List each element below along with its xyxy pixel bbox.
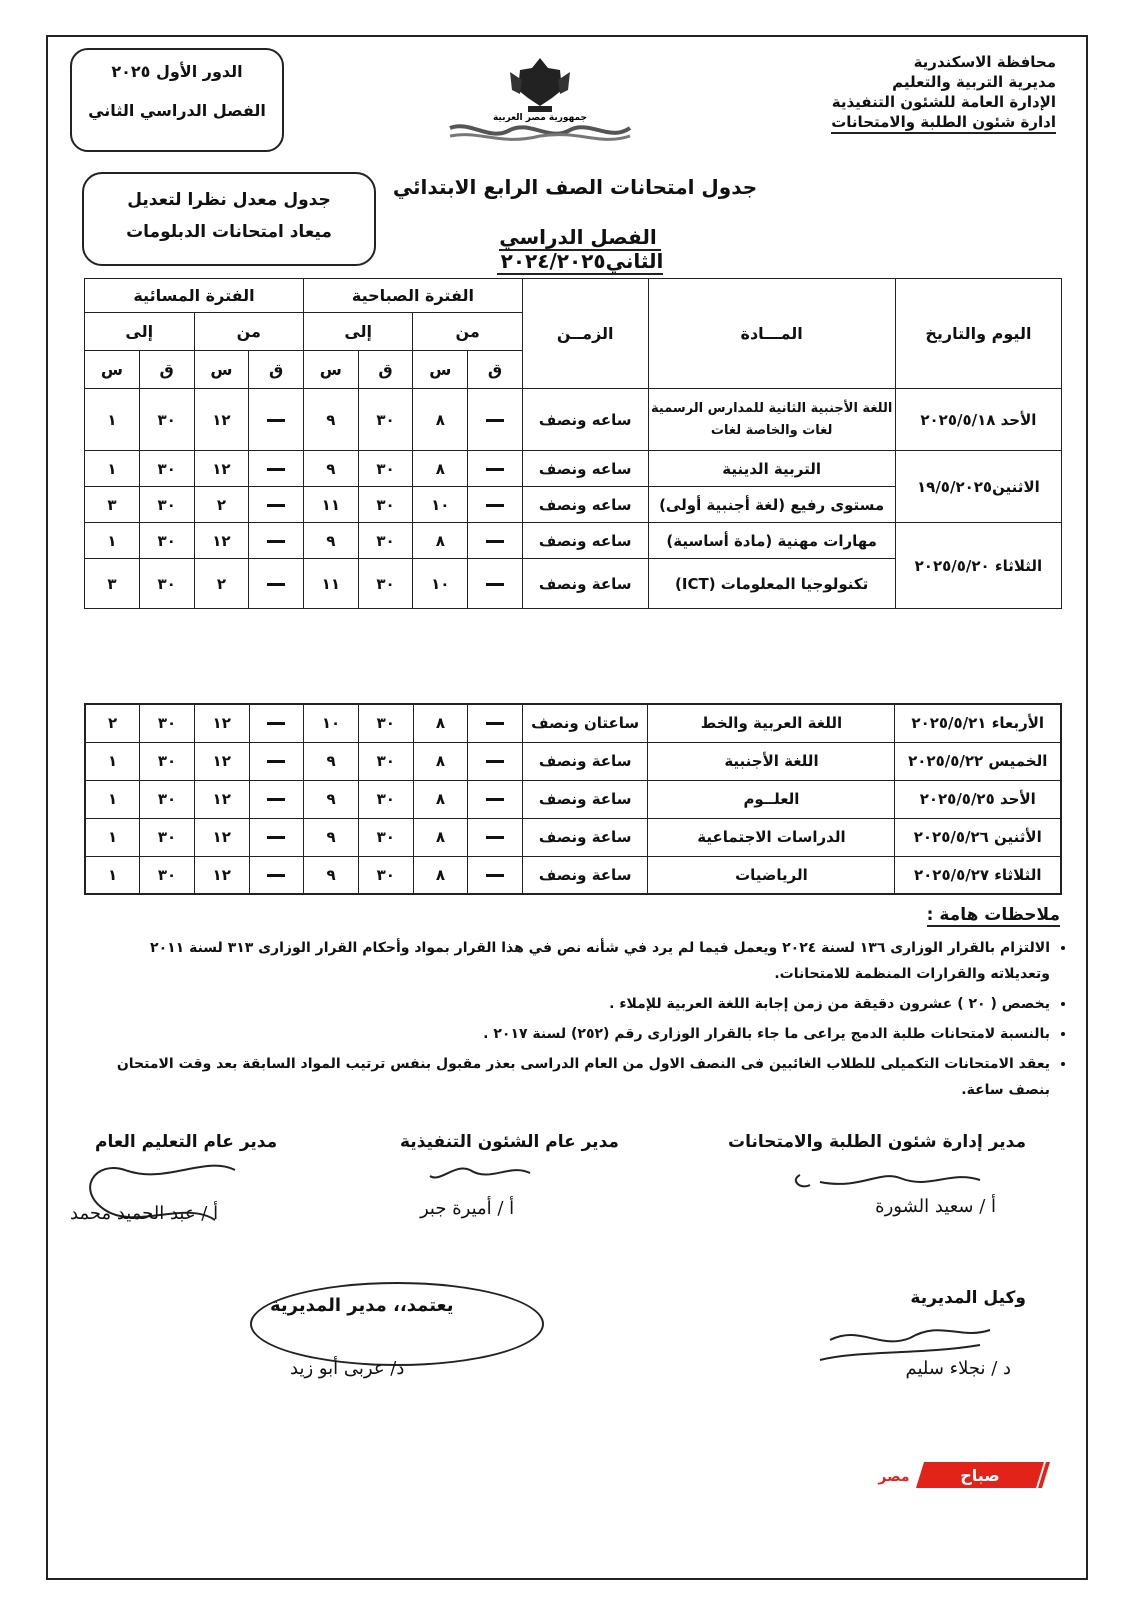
empty-minutes <box>468 389 523 451</box>
table-row <box>85 818 1061 856</box>
header-minutes: ق <box>139 351 194 389</box>
end-minute: ٣٠ <box>358 818 413 856</box>
exam-round-box <box>70 48 284 152</box>
exam-day: الثلاثاء ٢٠٢٥/٥/٢٠ <box>895 523 1061 609</box>
semester-year: الفصل الدراسي الثاني٢٠٢٤/٢٠٢٥ <box>497 225 664 275</box>
signatory-title-exec: مدير عام الشئون التنفيذية <box>400 1132 619 1152</box>
end-hour: ١ <box>85 780 140 818</box>
empty-minutes <box>249 780 304 818</box>
dash-mark <box>486 760 504 763</box>
header-minutes: ق <box>468 351 523 389</box>
exam-duration: ساعه ونصف <box>522 487 648 523</box>
exam-subject: مهارات مهنية (مادة أساسية) <box>648 523 895 559</box>
empty-minutes <box>468 818 523 856</box>
exam-duration: ساعة ونصف <box>522 818 648 856</box>
start-hour: ٨ <box>413 742 468 780</box>
dash-mark <box>486 504 504 507</box>
start-hour: ٨ <box>413 523 468 559</box>
header-duration: الزمــن <box>522 279 648 389</box>
exam-subject: مستوى رفيع (لغة أجنبية أولى) <box>648 487 895 523</box>
issuer-line: مديرية التربية والتعليم <box>892 73 1056 91</box>
end-hour: ٩ <box>304 780 359 818</box>
header-from: من <box>194 313 303 351</box>
signatory-title-students: مدير إدارة شئون الطلبة والامتحانات <box>728 1132 1026 1152</box>
schedule-table-1 <box>84 278 1062 609</box>
end-hour: ٩ <box>303 389 358 451</box>
note-item: • الالتزام بالقرار الوزارى ١٣٦ لسنة ٢٠٢٤ ويعمل فيما لم يرد في شأنه نص في هذا القرار بمواد وأحكام القرار الوزارى ٣١٣ لسنة ٢٠١١ وتعديلاته والقرارات المنظمة للامتحانات. <box>90 935 1050 987</box>
end-hour: ٩ <box>304 742 359 780</box>
exam-subject: اللغة الأجنبية الثانية للمدارس الرسمية لغات والخاصة لغات <box>648 389 895 451</box>
empty-minutes <box>468 451 523 487</box>
end-minute: ٣٠ <box>358 780 413 818</box>
notes-heading: ملاحظات هامة : <box>926 905 1060 925</box>
start-hour: ١٢ <box>194 856 249 894</box>
dash-mark <box>486 874 504 877</box>
exam-day: الثلاثاء ٢٠٢٥/٥/٢٧ <box>895 856 1061 894</box>
signatory-title-approve: يعتمد،، مدير المديرية <box>270 1295 454 1316</box>
empty-minutes <box>249 487 304 523</box>
end-minute: ٣٠ <box>358 451 413 487</box>
end-minute: ٣٠ <box>139 389 194 451</box>
start-hour: ١٢ <box>194 523 249 559</box>
issuer-line: الإدارة العامة للشئون التنفيذية <box>831 93 1056 111</box>
end-minute: ٣٠ <box>139 487 194 523</box>
end-hour: ٩ <box>303 451 358 487</box>
signatory-title-education: مدير عام التعليم العام <box>95 1132 278 1152</box>
issuer-block <box>756 52 1056 134</box>
end-hour: ١ <box>85 523 140 559</box>
header-day: اليوم والتاريخ <box>895 279 1061 389</box>
table-row <box>85 856 1061 894</box>
exam-duration: ساعه ونصف <box>522 389 648 451</box>
start-hour: ١٠ <box>413 487 468 523</box>
note-item: • يخصص ( ٢٠ ) عشرون دقيقة من زمن إجابة اللغة العربية للإملاء . <box>90 991 1050 1017</box>
empty-minutes <box>468 559 523 609</box>
end-minute: ٣٠ <box>140 742 195 780</box>
header-minutes: ق <box>358 351 413 389</box>
note-item: • بالنسبة لامتحانات طلبة الدمج يراعى ما جاء بالقرار الوزارى رقم (٢٥٢) لسنة ٢٠١٧ . <box>90 1021 1050 1047</box>
exam-day: الأحد ٢٠٢٥/٥/١٨ <box>895 389 1061 451</box>
dash-mark <box>486 468 504 471</box>
exam-day: الأثنين ٢٠٢٥/٥/٢٦ <box>895 818 1061 856</box>
exam-duration: ساعه ونصف <box>522 523 648 559</box>
signature-scribble <box>420 1158 540 1198</box>
semester-label: الفصل الدراسي الثاني <box>88 101 266 120</box>
empty-minutes <box>249 451 304 487</box>
header-morning: الفترة الصباحية <box>303 279 522 313</box>
end-minute: ٣٠ <box>140 818 195 856</box>
start-hour: ١٠ <box>413 559 468 609</box>
sabah-masr-logo <box>874 1458 1050 1492</box>
header-hours: س <box>194 351 249 389</box>
exam-round: الدور الأول ٢٠٢٥ <box>111 62 243 81</box>
dash-mark <box>267 419 285 422</box>
start-hour: ١٢ <box>194 742 249 780</box>
start-hour: ٨ <box>413 704 468 742</box>
dash-mark <box>267 540 285 543</box>
table-row <box>85 704 1061 742</box>
end-hour: ١ <box>85 389 140 451</box>
signatory-name-approve: د/ عربى أبو زيد <box>290 1358 405 1379</box>
dash-mark <box>267 722 285 725</box>
logo-text: صباح <box>960 1466 1000 1485</box>
exam-day: الخميس ٢٠٢٥/٥/٢٢ <box>895 742 1061 780</box>
empty-minutes <box>249 523 304 559</box>
header-from: من <box>413 313 522 351</box>
exam-subject: اللغة الأجنبية <box>648 742 895 780</box>
exam-day: الأحد ٢٠٢٥/٥/٢٥ <box>895 780 1061 818</box>
dash-mark <box>267 468 285 471</box>
emblem-caption: جمهورية مصر العربية <box>492 113 588 123</box>
end-minute: ٣٠ <box>139 523 194 559</box>
start-hour: ٨ <box>413 780 468 818</box>
end-minute: ٣٠ <box>358 856 413 894</box>
exam-subject: التربية الدينية <box>648 451 895 487</box>
table-row <box>85 523 1062 559</box>
dash-mark <box>486 419 504 422</box>
exam-day: الأربعاء ٢٠٢٥/٥/٢١ <box>895 704 1061 742</box>
empty-minutes <box>468 487 523 523</box>
header-evening: الفترة المسائية <box>85 279 304 313</box>
table-row <box>85 451 1062 487</box>
empty-minutes <box>249 856 304 894</box>
dash-mark <box>486 836 504 839</box>
end-minute: ٣٠ <box>358 523 413 559</box>
dash-mark <box>267 874 285 877</box>
empty-minutes <box>468 780 523 818</box>
dash-mark <box>267 583 285 586</box>
issuer-line: محافظة الاسكندرية <box>913 53 1056 71</box>
empty-minutes <box>249 559 304 609</box>
empty-minutes <box>249 742 304 780</box>
dash-mark <box>486 722 504 725</box>
header-to: إلى <box>303 313 412 351</box>
end-minute: ٣٠ <box>358 559 413 609</box>
exam-subject: الرياضيات <box>648 856 895 894</box>
document-subtitle <box>420 225 740 273</box>
end-minute: ٣٠ <box>139 559 194 609</box>
end-hour: ١ <box>85 742 140 780</box>
modification-note-box <box>82 172 376 266</box>
end-hour: ١ <box>85 818 140 856</box>
exam-subject: اللغة العربية والخط <box>648 704 895 742</box>
end-hour: ٩ <box>304 818 359 856</box>
end-minute: ٣٠ <box>140 856 195 894</box>
table-row <box>85 389 1062 451</box>
signature-scribble <box>780 1160 1000 1230</box>
document-title: جدول امتحانات الصف الرابع الابتدائي <box>392 175 758 199</box>
empty-minutes <box>468 523 523 559</box>
header-hours: س <box>303 351 358 389</box>
end-hour: ١ <box>85 451 140 487</box>
end-minute: ٣٠ <box>358 389 413 451</box>
empty-minutes <box>468 742 523 780</box>
end-hour: ٣ <box>85 559 140 609</box>
note-item: • يعقد الامتحانات التكميلى للطلاب الغائبين فى النصف الاول من العام الدراسى بعذر مقبول بنفس ترتيب المواد السابقة بعد وقت الامتحان بنصف ساعة. <box>90 1051 1050 1103</box>
end-minute: ٣٠ <box>358 487 413 523</box>
modification-line: جدول معدل نظرا لتعديل <box>127 190 331 210</box>
exam-subject: العلــوم <box>648 780 895 818</box>
end-hour: ٣ <box>85 487 140 523</box>
end-hour: ١١ <box>303 487 358 523</box>
empty-minutes <box>249 704 304 742</box>
start-hour: ١٢ <box>194 818 249 856</box>
header-hours: س <box>413 351 468 389</box>
end-hour: ١ <box>85 856 140 894</box>
signatory-name-deputy: د / نجلاء سليم <box>905 1358 1011 1379</box>
exam-duration: ساعه ونصف <box>522 451 648 487</box>
exam-subject: تكنولوجيا المعلومات (ICT) <box>648 559 895 609</box>
end-minute: ٣٠ <box>358 742 413 780</box>
table-row <box>85 742 1061 780</box>
end-hour: ٩ <box>303 523 358 559</box>
header-subject: المـــادة <box>648 279 895 389</box>
table-row <box>85 780 1061 818</box>
empty-minutes <box>468 856 523 894</box>
exam-duration: ساعة ونصف <box>522 559 648 609</box>
header-minutes: ق <box>249 351 304 389</box>
exam-day: الاثنين١٩/٥/٢٠٢٥ <box>895 451 1061 523</box>
start-hour: ٢ <box>194 559 249 609</box>
start-hour: ٨ <box>413 818 468 856</box>
dash-mark <box>267 504 285 507</box>
start-hour: ٨ <box>413 389 468 451</box>
start-hour: ٢ <box>194 487 249 523</box>
signatory-title-deputy: وكيل المديرية <box>910 1288 1026 1308</box>
empty-minutes <box>468 704 523 742</box>
start-hour: ١٢ <box>194 451 249 487</box>
start-hour: ١٢ <box>194 704 249 742</box>
end-minute: ٣٠ <box>358 704 413 742</box>
dash-mark <box>486 583 504 586</box>
signatory-name-education: أ / عبد الحميد محمد <box>70 1203 219 1224</box>
exam-duration: ساعة ونصف <box>522 780 648 818</box>
exam-duration: ساعتان ونصف <box>522 704 648 742</box>
start-hour: ١٢ <box>194 389 249 451</box>
end-minute: ٣٠ <box>140 704 195 742</box>
dash-mark <box>267 836 285 839</box>
empty-minutes <box>249 818 304 856</box>
empty-minutes <box>249 389 304 451</box>
modification-line: ميعاد امتحانات الدبلومات <box>126 222 332 242</box>
end-hour: ٢ <box>85 704 140 742</box>
exam-duration: ساعة ونصف <box>522 856 648 894</box>
dash-mark <box>267 798 285 801</box>
end-hour: ١١ <box>303 559 358 609</box>
start-hour: ٨ <box>413 856 468 894</box>
header-to: إلى <box>85 313 195 351</box>
dash-mark <box>486 798 504 801</box>
exam-subject: الدراسات الاجتماعية <box>648 818 895 856</box>
end-minute: ٣٠ <box>140 780 195 818</box>
issuer-line: ادارة شئون الطلبة والامتحانات <box>831 112 1056 134</box>
signature-scribble <box>65 1150 245 1240</box>
signatory-name-students: أ / سعيد الشورة <box>875 1196 996 1217</box>
exam-duration: ساعة ونصف <box>522 742 648 780</box>
dash-mark <box>486 540 504 543</box>
header-hours: س <box>85 351 140 389</box>
start-hour: ٨ <box>413 451 468 487</box>
schedule-table-2 <box>84 703 1062 895</box>
end-hour: ٩ <box>304 856 359 894</box>
end-minute: ٣٠ <box>139 451 194 487</box>
logo-text-secondary: مصر <box>878 1469 910 1485</box>
start-hour: ١٢ <box>194 780 249 818</box>
signatory-name-exec: أ / أميرة جبر <box>420 1198 515 1219</box>
dash-mark <box>267 760 285 763</box>
eagle-emblem-icon <box>440 50 640 150</box>
notes-list <box>90 935 1072 1107</box>
end-hour: ١٠ <box>304 704 359 742</box>
